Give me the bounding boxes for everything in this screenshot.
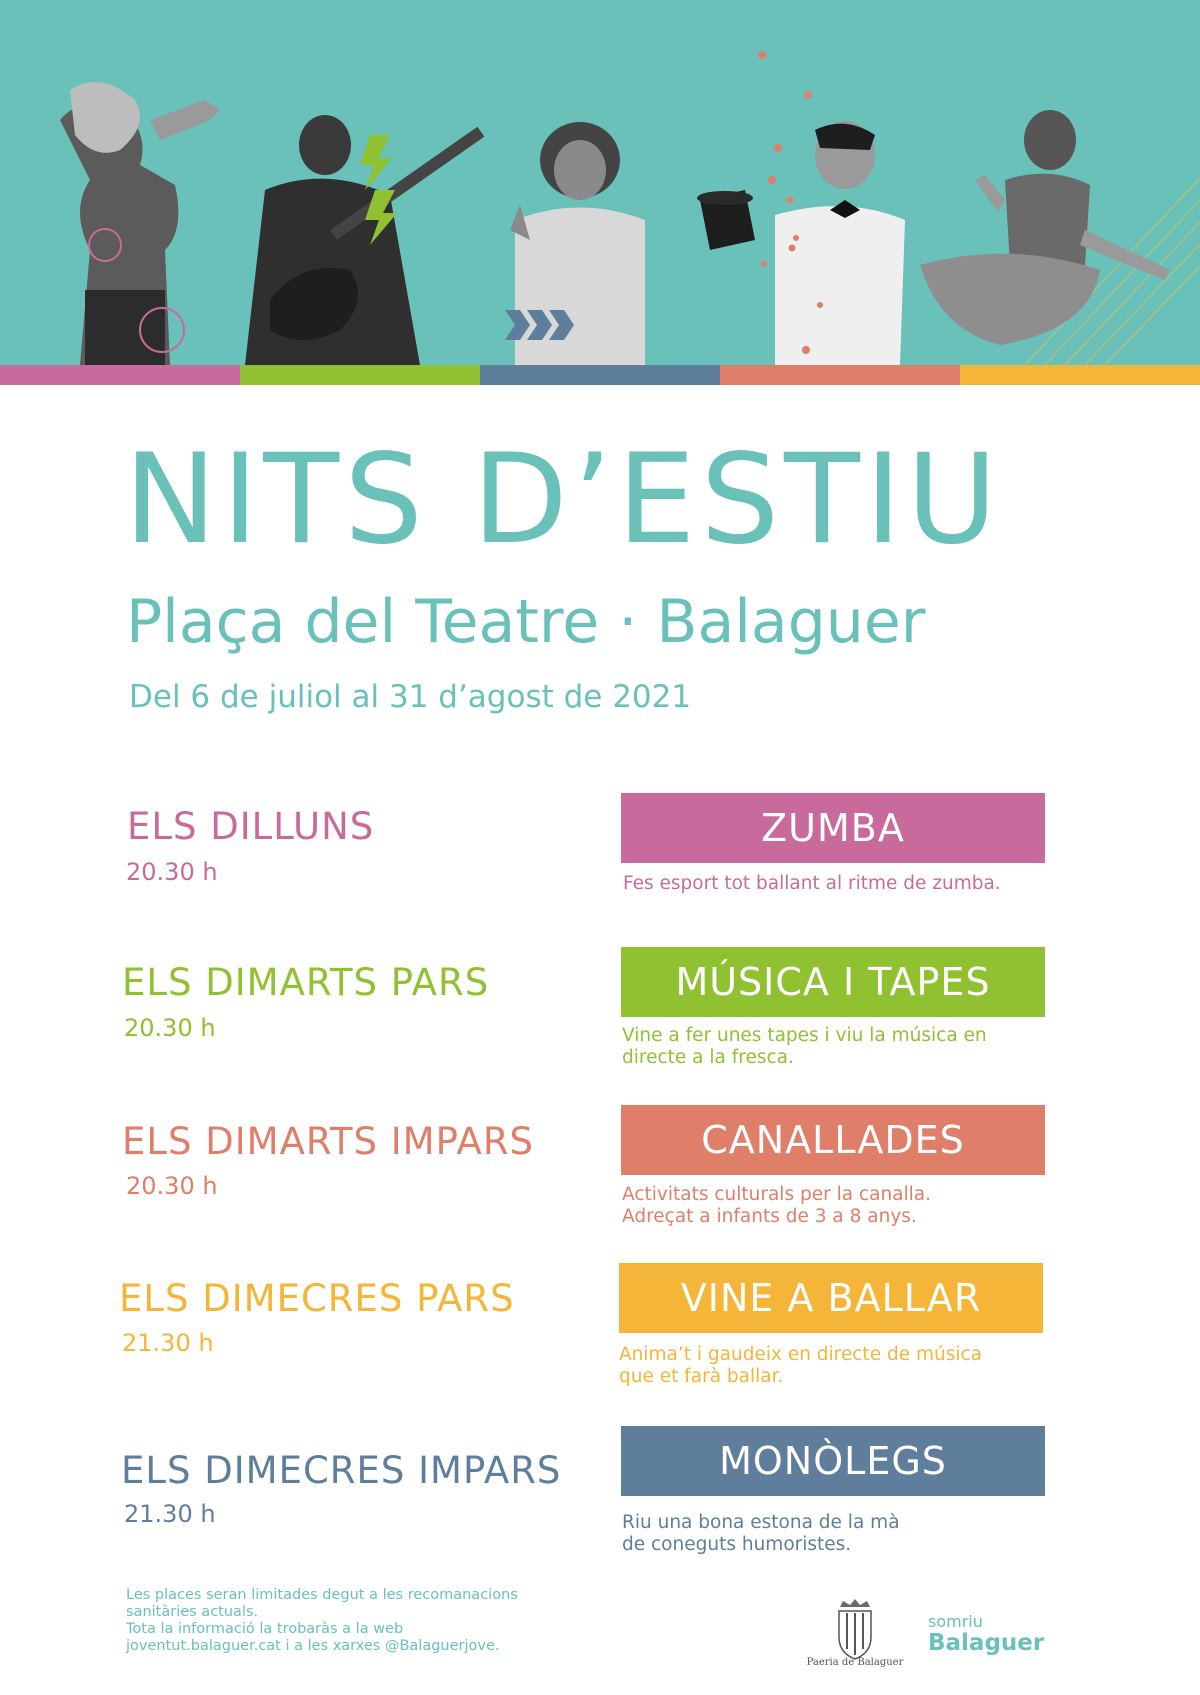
hero-banner xyxy=(0,0,1200,370)
description-line: directe a la fresca. xyxy=(622,1047,794,1068)
activity-description xyxy=(622,1184,1022,1228)
schedule-day: ELS DILLUNS xyxy=(127,805,375,848)
somriu-logo-bottom: Balaguer xyxy=(928,1630,1045,1656)
activity-description xyxy=(619,1344,1019,1388)
footer-line: joventut.balaguer.cat i a les xarxes @Balaguerjove. xyxy=(126,1638,500,1654)
magician-hat-icon xyxy=(697,190,755,250)
footer-note xyxy=(126,1587,566,1655)
activity-description xyxy=(623,873,1023,895)
description-line: de coneguts humoristes. xyxy=(622,1534,852,1555)
footer-line: Tota la informació la trobaràs a la web xyxy=(126,1621,404,1637)
activity-description xyxy=(622,1512,1022,1556)
description-line: Fes esport tot ballant al ritme de zumba. xyxy=(623,873,1001,894)
singer-figure xyxy=(510,122,645,365)
footer-line: Les places seran limitades degut a les recomanacions xyxy=(126,1587,518,1603)
stripe-pink xyxy=(0,365,240,385)
stripe-blue xyxy=(480,365,720,385)
footer-line: sanitàries actuals. xyxy=(126,1604,259,1620)
activity-description xyxy=(622,1025,1022,1069)
dancer-right-figure xyxy=(920,110,1170,345)
somriu-logo-top: somriu xyxy=(928,1612,983,1631)
magician-figure xyxy=(775,121,905,365)
stripe-yellow xyxy=(960,365,1200,385)
activity-badge-musica-i-tapes: MÚSICA I TAPES xyxy=(621,947,1045,1017)
description-line: que et farà ballar. xyxy=(619,1366,784,1387)
schedule-time: 20.30 h xyxy=(126,858,218,886)
schedule-time: 21.30 h xyxy=(122,1329,214,1357)
stripe-green xyxy=(240,365,480,385)
description-line: Adreçat a infants de 3 a 8 anys. xyxy=(622,1206,917,1227)
date-range: Del 6 de juliol al 31 d’agost de 2021 xyxy=(129,679,692,715)
schedule-day: ELS DIMECRES IMPARS xyxy=(121,1449,562,1492)
performers-illustration xyxy=(0,0,1200,370)
activity-badge-vine-a-ballar: VINE A BALLAR xyxy=(619,1263,1043,1333)
chevrons-icon xyxy=(505,310,574,340)
venue-subtitle: Plaça del Teatre · Balaguer xyxy=(126,587,926,657)
activity-badge-zumba: ZUMBA xyxy=(621,793,1045,863)
description-line: Activitats culturals per la canalla. xyxy=(622,1184,931,1205)
paeria-logo-text: Paeria de Balaguer xyxy=(806,1657,904,1668)
activity-badge-canallades: CANALLADES xyxy=(621,1105,1045,1175)
schedule-time: 21.30 h xyxy=(124,1500,216,1528)
schedule-day: ELS DIMARTS IMPARS xyxy=(122,1120,535,1163)
stripe-salmon xyxy=(720,365,960,385)
activity-badge-monolegs: MONÒLEGS xyxy=(621,1426,1045,1496)
schedule-day: ELS DIMECRES PARS xyxy=(119,1277,515,1320)
description-line: Anima’t i gaudeix en directe de música xyxy=(619,1344,982,1365)
description-line: Riu una bona estona de la mà xyxy=(622,1512,900,1533)
description-line: Vine a fer unes tapes i viu la música en xyxy=(622,1025,987,1046)
schedule-day: ELS DIMARTS PARS xyxy=(122,961,490,1004)
dancer-left-figure xyxy=(60,82,220,365)
page-title: NITS D’ESTIU xyxy=(124,428,1003,572)
color-stripe-bar xyxy=(0,365,1200,385)
schedule-time: 20.30 h xyxy=(126,1172,218,1200)
schedule-time: 20.30 h xyxy=(124,1014,216,1042)
